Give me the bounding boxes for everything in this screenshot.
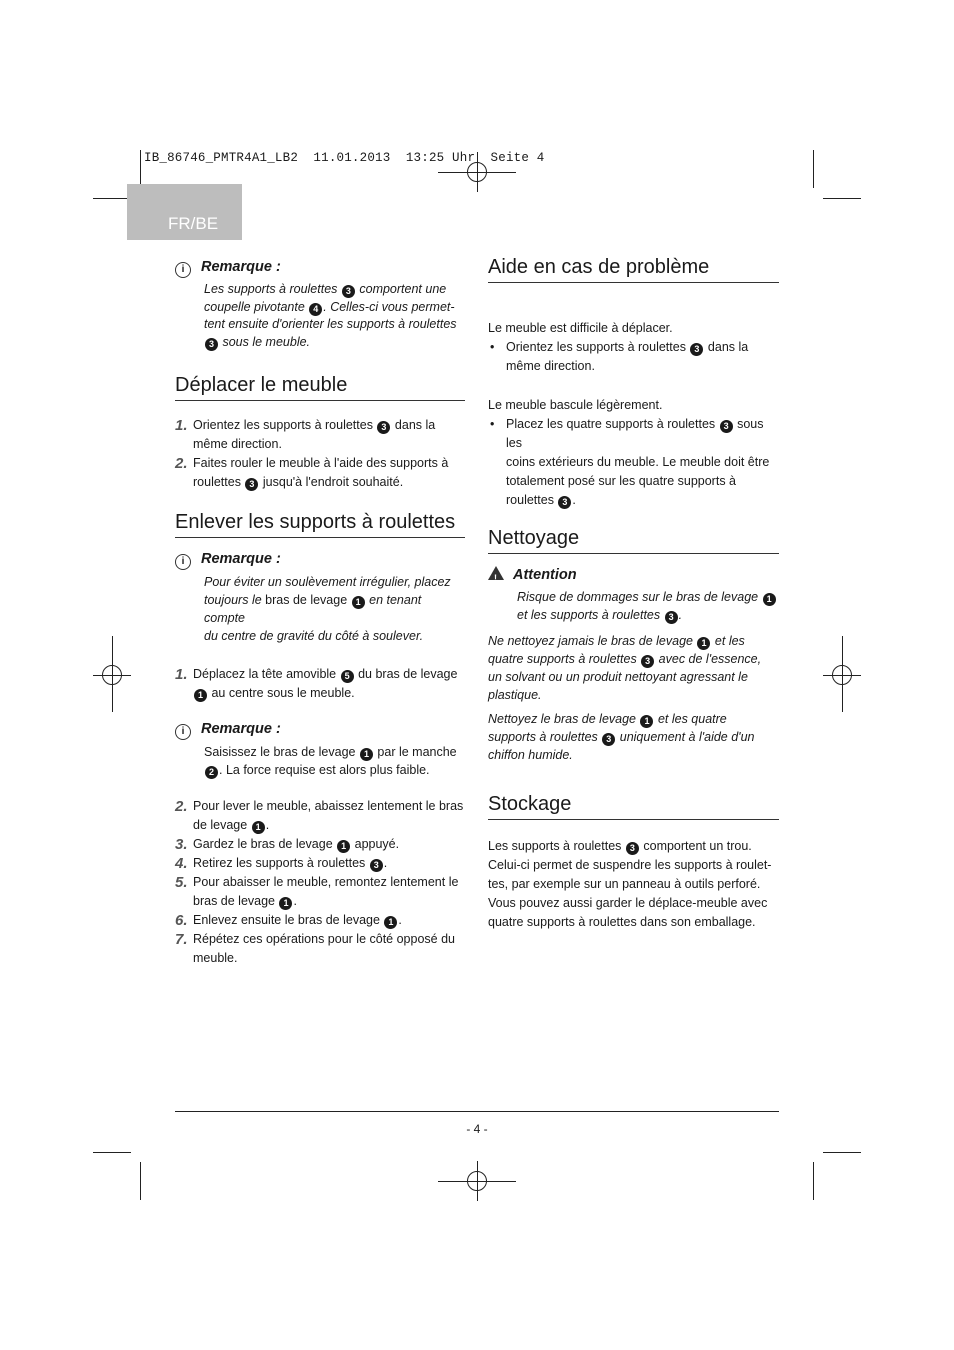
- section-heading-trouble: Aide en cas de problème: [488, 255, 779, 283]
- crop-mark: [140, 150, 141, 188]
- crop-mark: [823, 198, 861, 199]
- remove-step-1: 1. Déplacez la tête amovible 5 du bras de levage 1 au centre sous le meuble.: [175, 666, 458, 700]
- warning-icon: [488, 566, 504, 580]
- registration-circle: [467, 162, 487, 182]
- ref-number-badge: 4: [309, 303, 322, 316]
- section-heading-move: Déplacer le meuble: [175, 373, 465, 401]
- crop-mark: [140, 1162, 141, 1200]
- note-remarque-3: i Remarque : Saisissez le bras de levage 1 par le manche 2 . La force requise est alors plus faible.: [175, 720, 465, 779]
- left-column: [175, 258, 465, 968]
- right-column: [488, 255, 779, 932]
- info-icon: i: [175, 262, 191, 278]
- clean-paragraph-1: Ne nettoyez jamais le bras de levage 1 et les quatre supports à roulettes 3 avec de l'essence, un solvant ou un produit nettoyant agressant le plastique.: [488, 634, 762, 702]
- crop-mark: [823, 1152, 861, 1153]
- crop-mark: [93, 198, 131, 199]
- language-tab: [127, 184, 242, 240]
- language-tab-label: FR/BE: [168, 214, 219, 233]
- note-title: Remarque :: [201, 259, 281, 275]
- note-remarque-2: i Remarque : Pour éviter un soulèvement irrégulier, placez toujours le bras de levage 1 en tenant compte du centre de gravité du côté à soulever.: [175, 550, 465, 645]
- note-remarque-1: i Remarque : Les supports à roulettes 3 comportent une coupelle pivotante 4 . Celles-ci vous permet- tent ensuite d'orienter les supports à roulettes 3 sous le meuble.: [175, 258, 465, 351]
- registration-circle: [832, 665, 852, 685]
- problem-2: Le meuble bascule légèrement. • Placez les quatre supports à roulettes 3 sous les coins extérieurs du meuble. Le meuble doit être totalement posé sur les quatre supports à roulettes 3 .: [488, 396, 779, 510]
- problem-title: Le meuble est difficile à déplacer.: [488, 321, 673, 335]
- registration-circle: [102, 665, 122, 685]
- section-heading-remove: Enlever les supports à roulettes: [175, 510, 465, 538]
- attention-box: !Attention Risque de dommages sur le bras de levage 1 et les supports à roulettes 3 .: [488, 566, 779, 624]
- problem-title: Le meuble bascule légèrement.: [488, 398, 663, 412]
- problem-1: Le meuble est difficile à déplacer. • Orientez les supports à roulettes 3 dans la même direction.: [488, 319, 779, 376]
- info-icon: i: [175, 724, 191, 740]
- section-heading-clean: Nettoyage: [488, 526, 779, 554]
- footer-rule: [175, 1111, 779, 1112]
- page-number: - 4 -: [466, 1122, 488, 1136]
- crop-mark: [813, 150, 814, 188]
- info-icon: i: [175, 554, 191, 570]
- storage-paragraph: Les supports à roulettes 3 comportent un trou. Celui-ci permet de suspendre les supports à roulet- tes, par exemple sur un panneau à outils perforé. Vous pouvez aussi garder le déplace-meuble avec quatre supports à roulettes dans son emballage.: [488, 839, 772, 929]
- print-header: IB_86746_PMTR4A1_LB2 11.01.2013 13:25 Uhr Seite 4: [144, 151, 545, 165]
- ref-number-badge: 3: [205, 338, 218, 351]
- clean-paragraph-2: Nettoyez le bras de levage 1 et les quatre supports à roulettes 3 uniquement à l'aide d'un chiffon humide.: [488, 712, 755, 762]
- section-heading-storage: Stockage: [488, 792, 779, 820]
- move-steps: 1. Orientez les supports à roulettes 3 dans la même direction. 2. Faites rouler le meuble à l'aide des supports à roulettes 3 jusqu'à l'endroit souhaité.: [175, 417, 449, 489]
- crop-mark: [813, 1162, 814, 1200]
- crop-mark: [93, 1152, 131, 1153]
- ref-number-badge: 3: [342, 285, 355, 298]
- remove-steps: 2. Pour lever le meuble, abaissez lentement le bras de levage 1 . 3. Gardez le bras de levage 1 appuyé. 4. Retirez les supports à roulettes 3 . 5. Pour abaisser le meuble, remontez lentement le bras de levage 1 . 6. Enlevez ensuite le bras de levage 1 . 7. Répétez ces opérations pour le côté opposé du meuble.: [175, 798, 464, 965]
- registration-circle: [467, 1171, 487, 1191]
